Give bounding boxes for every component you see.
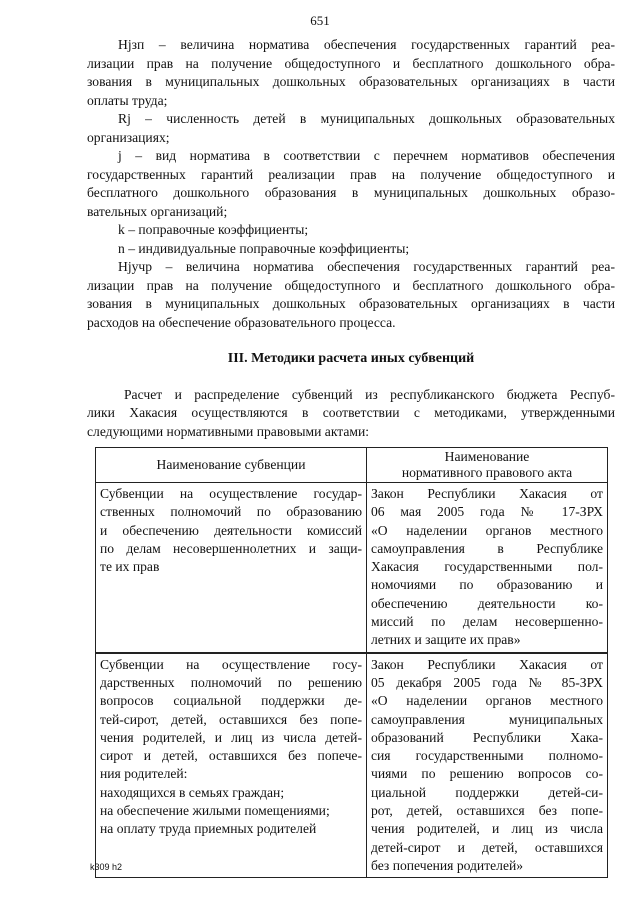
table-row (96, 483, 608, 653)
cell-text-line: чиями по решению вопросов со- (371, 766, 603, 782)
legal-act-cell (367, 483, 608, 653)
text-line: вательных организаций; (87, 203, 228, 219)
cell-text-line: ния родителей: (100, 766, 188, 782)
cell-text-line: Закон Республики Хакасия от (371, 486, 603, 501)
cell-text-line: 06 мая 2005 года № 17-ЗРХ (371, 504, 603, 520)
definition-paragraph (87, 240, 615, 259)
cell-text-line: чения родителей, и лиц из числа (371, 821, 603, 837)
subvention-name-cell (96, 483, 367, 653)
cell-text-line: циальной поддержки детей-си- (371, 784, 603, 800)
text-line: лики Хакасия осуществляются в соответствии с методиками, утвержденными (87, 405, 615, 420)
cell-text-line: самоуправления в Республике (371, 540, 603, 556)
cell-text-line: 05 декабря 2005 года № 85-ЗРХ (371, 674, 603, 690)
definition-paragraph (87, 221, 615, 240)
subvention-name-cell (96, 653, 367, 878)
cell-text-line: обеспечению деятельности ко- (371, 595, 603, 611)
cell-text-line: «О наделении органов местного (371, 522, 603, 538)
text-line: государственных гарантий реализации прав на получение общедоступного и (87, 166, 615, 182)
text-line: зования в муниципальных дошкольных образовательных организациях в части (87, 296, 615, 311)
section-title: III. Методики расчета иных субвенций (227, 351, 475, 366)
cell-text-line: без попечения родителей» (371, 857, 524, 873)
subventions-table (95, 447, 608, 878)
cell-text-line: самоуправления муниципальных (371, 711, 603, 727)
header-text-line: нормативного правового акта (401, 465, 573, 480)
cell-text-line: Хакасия государственными пол- (371, 559, 603, 575)
cell-text-line: и обеспечению деятельности комиссий (100, 522, 362, 538)
text-line: лизации прав на получение общедоступного и бесплатного дошкольного обра- (87, 277, 615, 293)
cell-text-line: те их прав (100, 559, 160, 575)
cell-text-line: сия государственными полномо- (371, 748, 603, 764)
page-number: 651 (310, 13, 330, 28)
text-line: n – индивидуальные поправочные коэффициенты; (118, 240, 410, 256)
header-legal-act-name (367, 448, 608, 483)
cell-text-line: образований Республики Хака- (371, 729, 603, 745)
table-row (96, 653, 608, 878)
text-line: организациях; (87, 129, 170, 145)
cell-text-line: детей-сирот и детей, оставшихся (371, 839, 603, 855)
definition-paragraph (87, 36, 615, 110)
cell-text-line: дарственных полномочий по решению (100, 674, 362, 690)
cell-text-line: миссий по делам несовершенно- (371, 614, 603, 630)
text-line: бесплатного дошкольного образования в муниципальных дошкольных образо- (87, 185, 615, 200)
cell-text-line: ственных полномочий по образованию (100, 504, 362, 520)
text-line: j – вид норматива в соответствии с перечнем нормативов обеспечения (118, 148, 615, 163)
text-line: k – поправочные коэффициенты; (118, 222, 309, 237)
cell-text-line: номочиями по образованию и (371, 577, 603, 593)
cell-text-line: Субвенции на осуществление госу- (100, 656, 362, 672)
text-line: лизации прав на получение общедоступного и бесплатного дошкольного обра- (87, 55, 615, 71)
footer-code: k309 h2 (90, 862, 123, 872)
text-line: Rj – численность детей в муниципальных дошкольных образовательных (118, 111, 615, 126)
cell-text-line: тей-сирот, детей, оставшихся без попе- (100, 711, 362, 727)
text-line: Нјзп – величина норматива обеспечения государственных гарантий реа- (118, 37, 615, 52)
cell-text-line: сирот и детей, оставшихся без попече- (100, 748, 362, 764)
cell-text-line: рот, детей, оставшихся без попе- (371, 803, 603, 819)
text-line: Расчет и распределение субвенций из республиканского бюджета Респуб- (124, 386, 615, 402)
cell-text-line: Закон Республики Хакасия от (371, 656, 603, 672)
legal-act-cell (367, 653, 608, 878)
text-line: следующими нормативными правовыми актами: (87, 423, 370, 439)
cell-text-line: на обеспечение жилыми помещениями; (100, 803, 330, 819)
text-line: оплаты труда; (87, 92, 168, 108)
cell-text-line: вопросов социальной поддержки де- (100, 693, 362, 709)
cell-text-line: Субвенции на осуществление государ- (100, 486, 362, 501)
cell-text-line: «О наделении органов местного (371, 693, 603, 709)
cell-text-line: чения родителей, и лиц из числа детей- (100, 729, 362, 745)
cell-text-line: на оплату труда приемных родителей (100, 821, 317, 837)
definition-paragraph (87, 110, 615, 147)
cell-text-line: летних и защите их прав» (371, 632, 521, 648)
header-subvention-name: Наименование субвенции (96, 448, 367, 483)
intro-paragraph (87, 386, 615, 442)
table-header-row (96, 448, 608, 483)
document-body (87, 36, 615, 441)
cell-text-line: находящихся в семьях граждан; (100, 784, 285, 800)
header-text-line: Наименование (444, 449, 530, 464)
definitions-list (87, 36, 615, 332)
definition-paragraph (87, 147, 615, 221)
definition-paragraph (87, 258, 615, 332)
text-line: зования в муниципальных дошкольных образовательных организациях в части (87, 74, 615, 89)
text-line: расходов на обеспечение образовательного процесса. (87, 314, 396, 330)
text-line: Нјучр – величина норматива обеспечения государственных гарантий реа- (118, 259, 615, 274)
cell-text-line: по делам несовершеннолетних и защи- (100, 540, 362, 556)
